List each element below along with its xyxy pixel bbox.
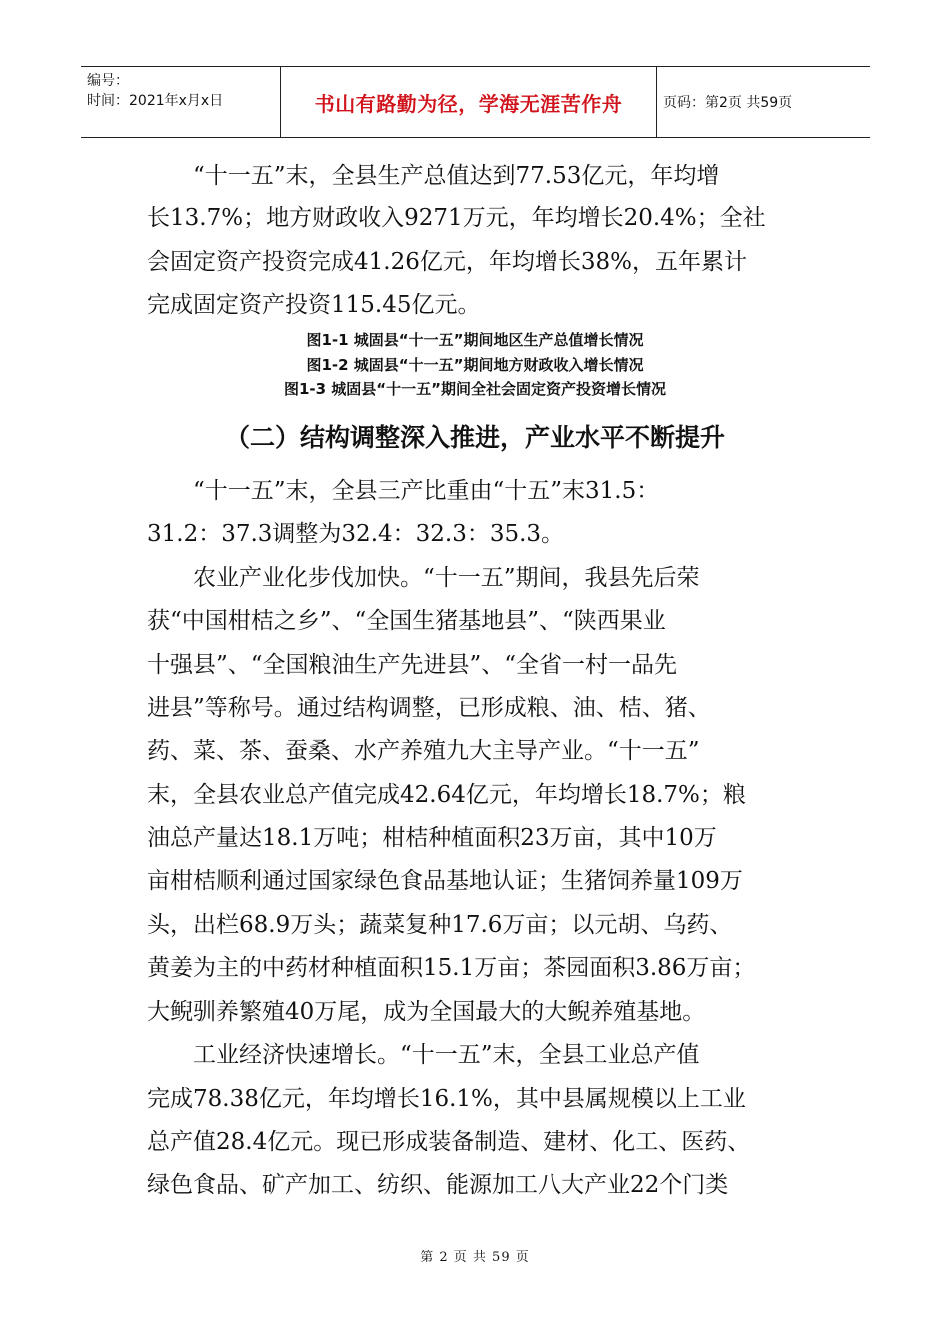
page-footer: 第 2 页 共 59 页 [420, 1250, 530, 1265]
paragraph-line: 头，出栏68.9万头；蔬菜复种17.6万亩；以元胡、乌药、 [147, 912, 733, 938]
paragraph-line: 获“中国柑桔之乡”、“全国生猪基地县”、“陕西果业 [147, 608, 666, 634]
paragraph-line: 黄姜为主的中药材种植面积15.1万亩；茶园面积3.86万亩； [147, 955, 756, 981]
paragraph-line: “十一五”末，全县三产比重由“十五”末31.5： [193, 478, 660, 504]
paragraph-line: 长13.7%；地方财政收入9271万元，年均增长20.4%；全社 [147, 205, 766, 231]
paragraph-line: 绿色食品、矿产加工、纺织、能源加工八大产业22个门类 [147, 1172, 729, 1198]
paragraph-line: 总产值28.4亿元。现已形成装备制造、建材、化工、医药、 [147, 1129, 751, 1155]
paragraph-line: 进县”等称号。通过结构调整，已形成粮、油、桔、猪、 [147, 695, 711, 721]
page-header [81, 66, 870, 138]
paragraph-line: 大鲵驯养繁殖40万尾，成为全国最大的大鲵养殖基地。 [147, 999, 706, 1025]
paragraph-line: 完成固定资产投资115.45亿元。 [147, 292, 481, 318]
figure-caption: 图1-1 城固县“十一五”期间地区生产总值增长情况 [306, 331, 644, 349]
header-page-info: 页码：第2页 共59页 [663, 95, 793, 111]
paragraph-line: 31.2：37.3调整为32.4：32.3：35.3。 [147, 521, 565, 547]
paragraph-line: 工业经济快速增长。“十一五”末，全县工业总产值 [193, 1042, 700, 1068]
paragraph-line: “十一五”末，全县生产总值达到77.53亿元，年均增 [193, 163, 720, 189]
paragraph-line: 油总产量达18.1万吨；柑桔种植面积23万亩，其中10万 [147, 825, 717, 851]
paragraph-line: 亩柑桔顺利通过国家绿色食品基地认证；生猪饲养量109万 [147, 868, 743, 894]
paragraph-line: 完成78.38亿元，年均增长16.1%，其中县属规模以上工业 [147, 1086, 746, 1112]
section-heading: （二）结构调整深入推进，产业水平不断提升 [224, 423, 725, 452]
paragraph-line: 末，全县农业总产值完成42.64亿元，年均增长18.7%；粮 [147, 782, 746, 808]
paragraph-line: 药、菜、茶、蚕桑、水产养殖九大主导产业。“十一五” [147, 738, 700, 764]
header-motto: 书山有路勤为径，学海无涯苦作舟 [281, 67, 657, 137]
paragraph-line: 会固定资产投资完成41.26亿元，年均增长38%，五年累计 [147, 249, 747, 275]
paragraph-line: 十强县”、“全国粮油生产先进县”、“全省一村一品先 [147, 652, 678, 678]
figure-caption: 图1-2 城固县“十一五”期间地方财政收入增长情况 [306, 356, 644, 374]
header-meta [81, 67, 281, 137]
figure-caption: 图1-3 城固县“十一五”期间全社会固定资产投资增长情况 [283, 380, 667, 398]
paragraph-line: 农业产业化步伐加快。“十一五”期间，我县先后荣 [193, 565, 700, 591]
document-number-label: 编号： [87, 73, 129, 89]
document-time-label: 时间：2021年x月x日 [87, 93, 224, 109]
